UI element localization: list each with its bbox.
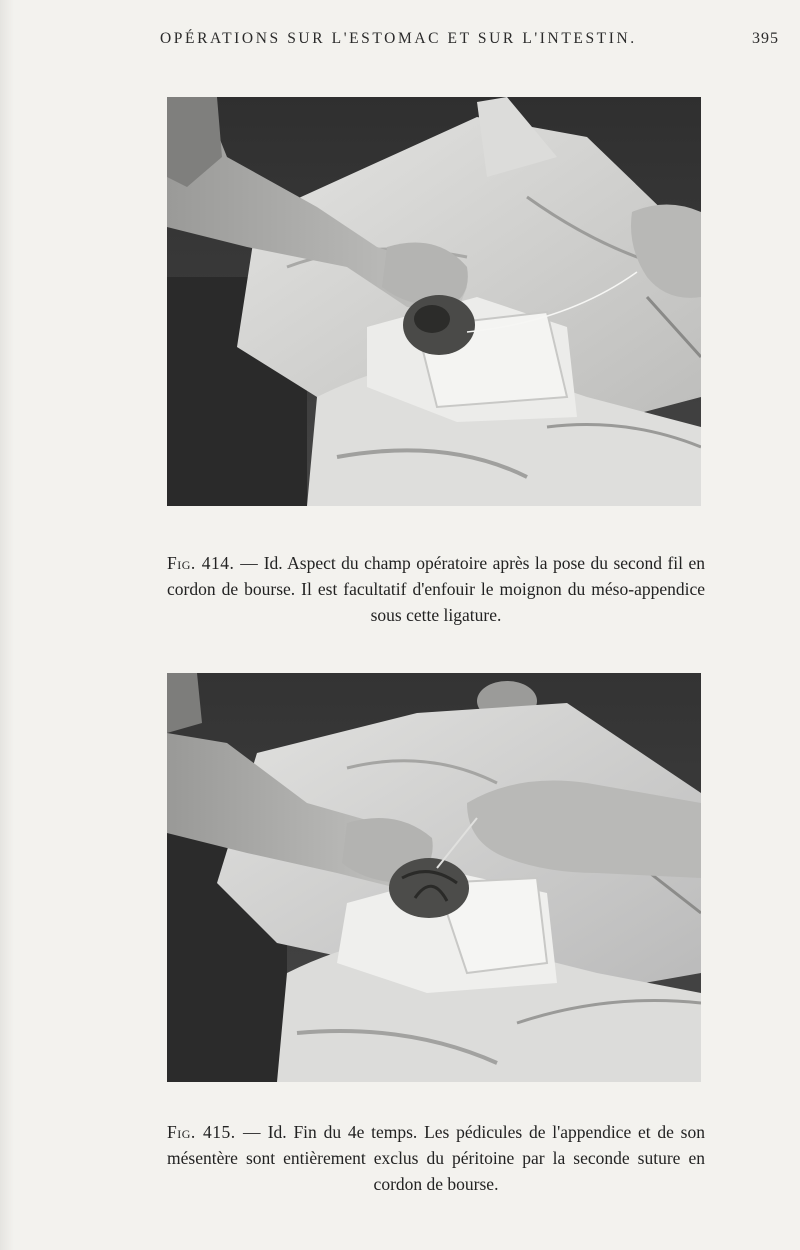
figure-415-label: Fig. 415. — bbox=[167, 1121, 261, 1142]
figure-415-photo bbox=[167, 673, 701, 1082]
figure-415-caption bbox=[167, 1119, 705, 1197]
figure-414-caption-text: Id. Aspect du champ opératoire après la pose du second fil en cordon de bourse. Il est facultatif d'enfouir le moignon du méso-appendice sous cette ligature. bbox=[167, 552, 705, 625]
figure-415-caption-text: Id. Fin du 4e temps. Les pédicules de l'appendice et de son mésentère sont entièrement exclus du péritoine par la seconde suture en cordon de bourse. bbox=[167, 1121, 705, 1194]
page-edge-shadow bbox=[0, 0, 14, 1250]
running-head: OPÉRATIONS SUR L'ESTOMAC ET SUR L'INTESTIN. bbox=[160, 30, 637, 47]
figure-414-photo bbox=[167, 97, 701, 506]
figure-414-label: Fig. 414. — bbox=[167, 552, 259, 573]
figure-414-caption bbox=[167, 550, 705, 628]
page-number: 395 bbox=[752, 30, 779, 47]
